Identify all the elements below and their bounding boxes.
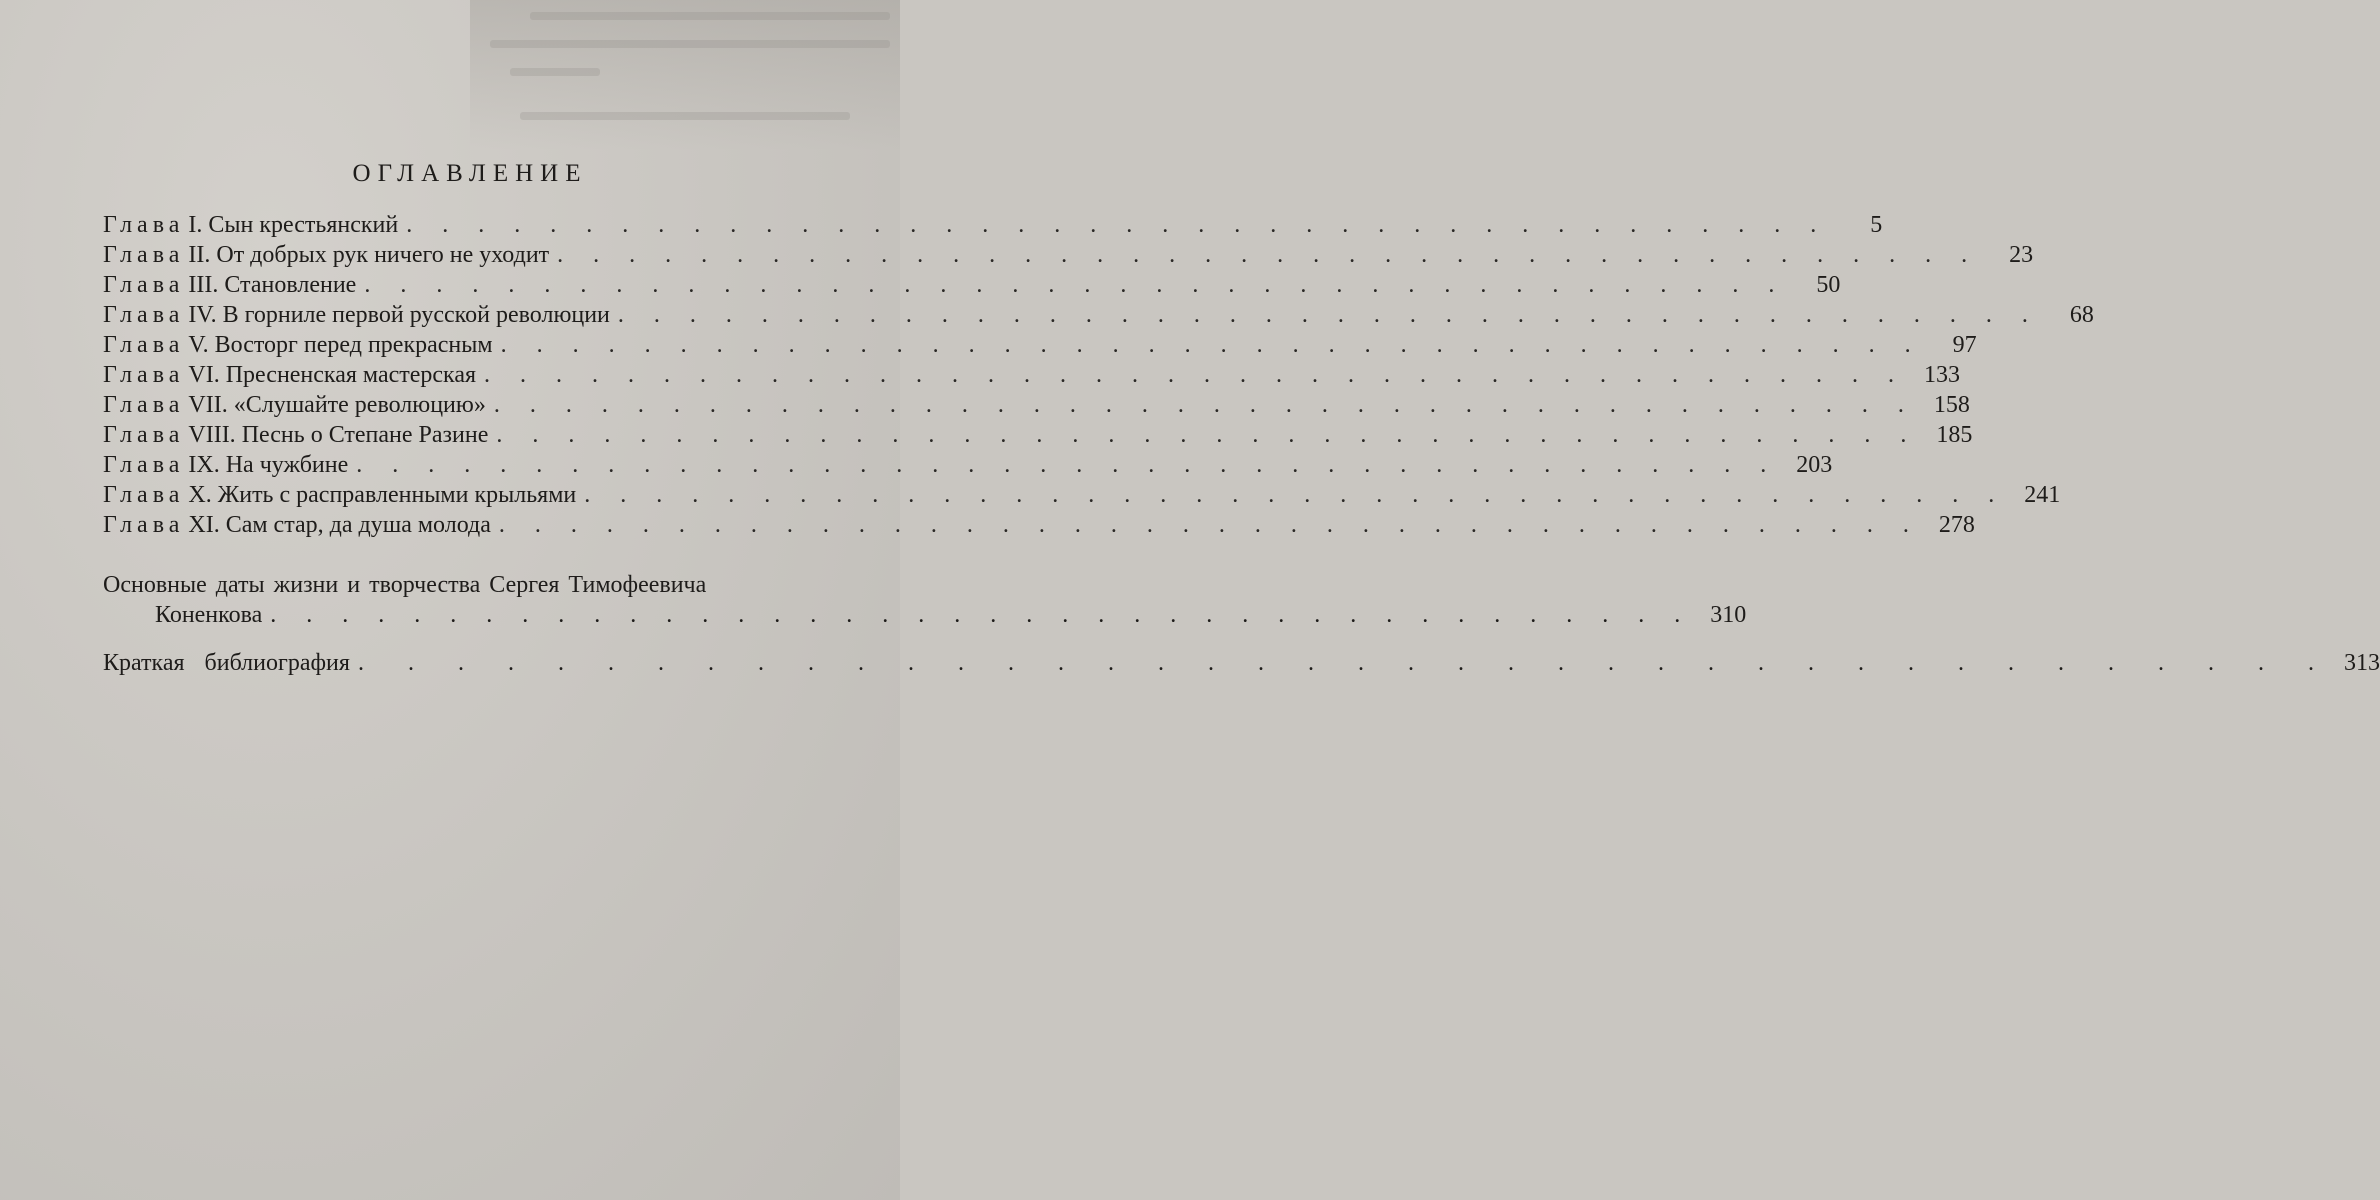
toc-entry[interactable]	[103, 512, 1975, 542]
chapter-title: VI. Пресненская мастерская	[188, 362, 477, 388]
chapter-title: VIII. Песнь о Степане Разине	[188, 422, 489, 448]
page-number: 310	[1710, 602, 1747, 628]
page-number: 50	[1816, 272, 1841, 298]
toc-entry[interactable]	[103, 212, 1883, 242]
leader-dots: . . . . . . . . . . . . . . . . . . . . . . . . . . . . . . . . . . . . . . . .	[270, 602, 1693, 628]
chapter-word: Глава	[103, 302, 185, 328]
page-number: 203	[1796, 452, 1833, 478]
leader-dots: . . . . . . . . . . . . . . . . . . . . . . . . . . . . . . . . . . . . . . . .	[584, 482, 2007, 508]
chapter-title: VII. «Слушайте революцию»	[188, 392, 486, 418]
leader-dots: . . . . . . . . . . . . . . . . . . . . . . . . . . . . . . . . . . . . . . . .	[484, 362, 1907, 388]
toc-entry-bibliography[interactable]	[103, 650, 2380, 677]
toc-entry[interactable]	[103, 362, 1961, 392]
page-number: 185	[1936, 422, 1973, 448]
chapter-title: XI. Сам стар, да душа молода	[188, 512, 491, 538]
show-through-text	[470, 0, 900, 150]
leader-dots: . . . . . . . . . . . . . . . . . . . . . . . . . . . . . . . . . . . . . . . .	[500, 332, 1923, 358]
toc-title: ОГЛАВЛЕНИЕ	[352, 160, 588, 187]
toc-list	[103, 212, 2380, 677]
page-number: 68	[2069, 302, 2094, 328]
chapter-word: Глава	[103, 362, 185, 388]
toc-entry[interactable]	[103, 452, 1833, 482]
toc-entry[interactable]	[103, 482, 2061, 512]
leader-dots: . . . . . . . . . . . . . . . . . . . . . . . . . . . . . . . . . . . . . . . .	[557, 242, 1980, 268]
chapter-word: Глава	[103, 212, 185, 238]
chapter-word: Глава	[103, 242, 185, 268]
chapter-word: Глава	[103, 422, 185, 448]
appendix-title-line2: Коненкова	[155, 602, 263, 628]
chapter-word: Глава	[103, 452, 185, 478]
toc-entry[interactable]	[103, 422, 1973, 452]
leader-dots: . . . . . . . . . . . . . . . . . . . . . . . . . . . . . . . . . . . . . . . .	[617, 302, 2040, 328]
toc-entry-appendix[interactable]	[103, 570, 1747, 630]
page-number: 133	[1924, 362, 1961, 388]
leader-dots: . . . . . . . . . . . . . . . . . . . . . . . . . . . . . . . . . . . . . . . .	[356, 452, 1779, 478]
chapter-word: Глава	[103, 482, 185, 508]
chapter-title: IV. В горниле первой русской революции	[188, 302, 610, 328]
leader-dots: . . . . . . . . . . . . . . . . . . . . . . . . . . . . . . . . . . . . . . . .	[357, 650, 2326, 676]
bibliography-title: Краткая библиография	[103, 650, 350, 676]
chapter-title: X. Жить с расправленными крыльями	[188, 482, 577, 508]
chapter-title: I. Сын крестьянский	[188, 212, 399, 238]
chapter-word: Глава	[103, 512, 185, 538]
leader-dots: . . . . . . . . . . . . . . . . . . . . . . . . . . . . . . . . . . . . . . . .	[493, 392, 1916, 418]
leader-dots: . . . . . . . . . . . . . . . . . . . . . . . . . . . . . . . . . . . . . . . .	[496, 422, 1919, 448]
chapter-title: IX. На чужбине	[188, 452, 349, 478]
appendix-title-line2-row	[103, 600, 1747, 630]
toc-entry[interactable]	[103, 272, 1841, 302]
spacer	[103, 542, 833, 570]
toc-entry[interactable]	[103, 332, 1977, 362]
page-number: 278	[1938, 512, 1975, 538]
appendix-title-line1: Основные даты жизни и творчества Сергея Тимофеевича	[103, 572, 707, 598]
page-number: 5	[1870, 212, 1883, 238]
toc-entry[interactable]	[103, 242, 2034, 272]
page-number: 158	[1933, 392, 1970, 418]
toc-entry[interactable]	[103, 392, 1970, 422]
chapter-list	[103, 212, 2094, 542]
toc-entry[interactable]	[103, 302, 2094, 332]
leader-dots: . . . . . . . . . . . . . . . . . . . . . . . . . . . . . . . . . . . . . . . .	[406, 212, 1829, 238]
chapter-title: II. От добрых рук ничего не уходит	[188, 242, 550, 268]
chapter-title: III. Становление	[188, 272, 357, 298]
page-number: 241	[2024, 482, 2061, 508]
chapter-word: Глава	[103, 272, 185, 298]
leader-dots: . . . . . . . . . . . . . . . . . . . . . . . . . . . . . . . . . . . . . . . .	[364, 272, 1787, 298]
chapter-word: Глава	[103, 392, 185, 418]
page-number: 97	[1952, 332, 1977, 358]
chapter-title: V. Восторг перед прекрасным	[188, 332, 493, 358]
page-number: 313	[2343, 650, 2380, 676]
leader-dots: . . . . . . . . . . . . . . . . . . . . . . . . . . . . . . . . . . . . . . . .	[498, 512, 1921, 538]
spacer	[103, 630, 833, 650]
chapter-word: Глава	[103, 332, 185, 358]
page-number: 23	[2009, 242, 2034, 268]
